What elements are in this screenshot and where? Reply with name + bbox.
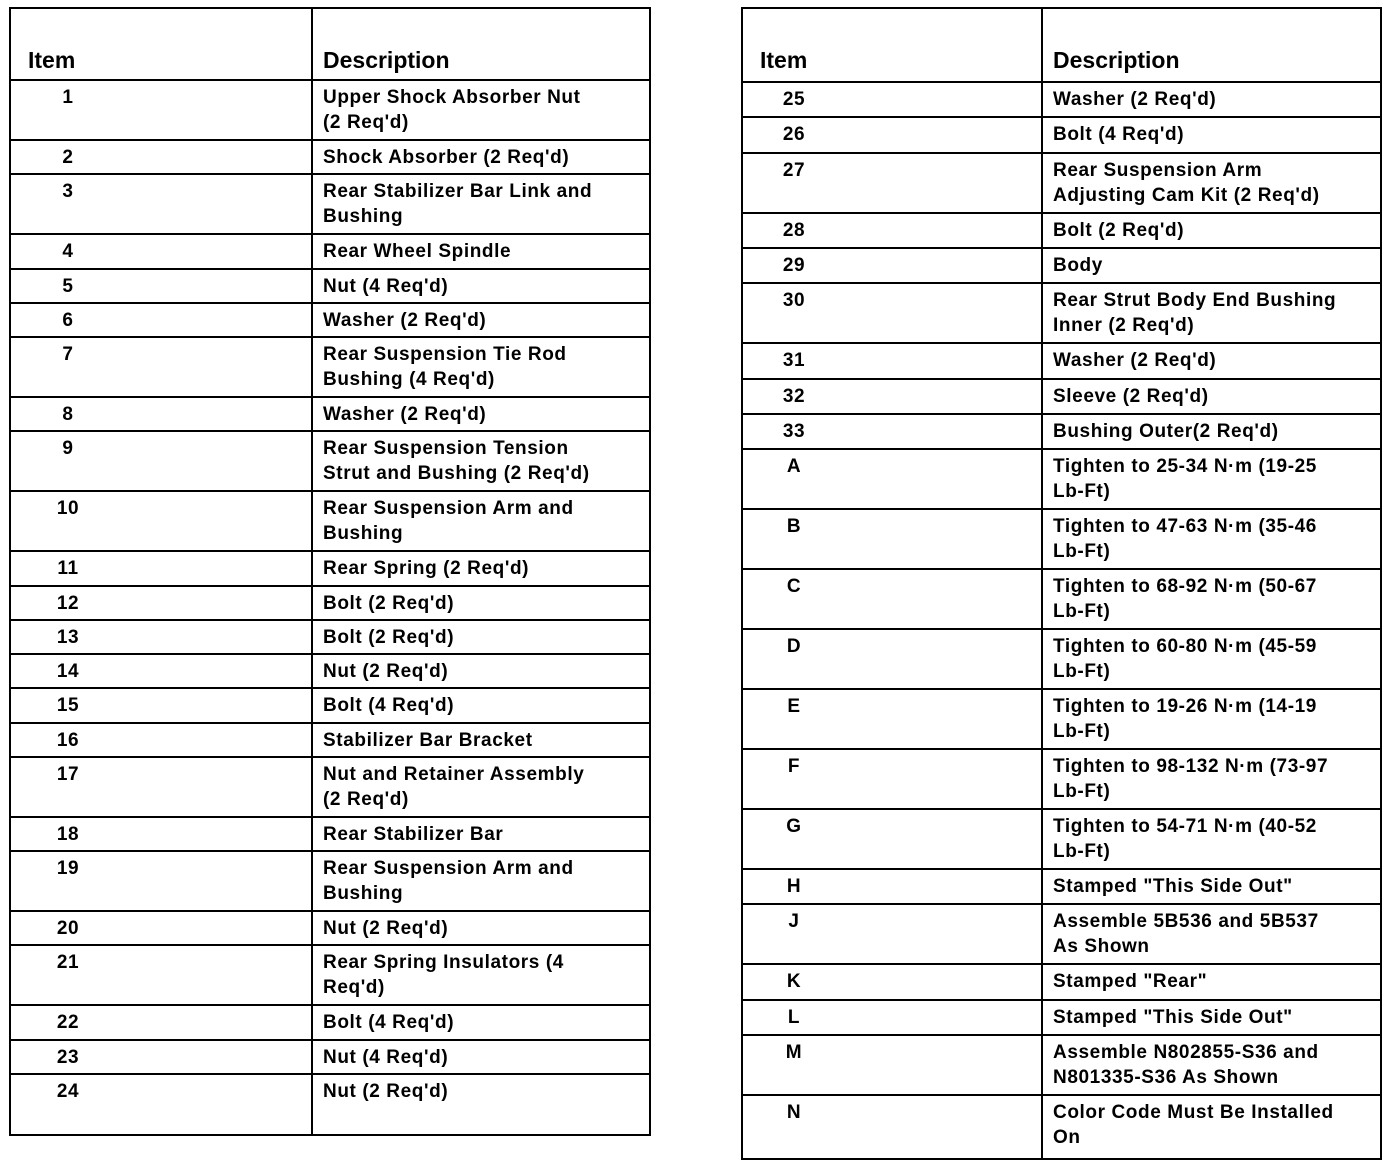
item-number: 3 (62, 181, 74, 203)
item-description: Rear Suspension Arm Adjusting Cam Kit (2 Req'd) (1053, 159, 1320, 206)
item-number: 17 (56, 763, 80, 785)
item-number: 33 (782, 420, 806, 442)
item-description: Washer (2 Req'd) (323, 404, 487, 425)
item-number: 18 (56, 823, 80, 845)
row-rule (11, 1073, 649, 1075)
item-number: 32 (782, 385, 806, 407)
row-rule (743, 999, 1380, 1001)
item-number: 4 (62, 241, 74, 263)
item-number: 20 (56, 918, 80, 939)
item-description: Nut and Retainer Assembly (2 Req'd) (323, 763, 585, 810)
row-rule (11, 653, 649, 655)
item-number: 13 (56, 626, 80, 648)
row-rule (743, 868, 1380, 870)
row-rule (743, 413, 1380, 415)
item-number: 8 (62, 404, 74, 425)
item-description: Rear Suspension Tie Rod Bushing (4 Req'd) (323, 344, 567, 390)
item-number: 29 (782, 254, 806, 276)
row-rule (11, 233, 649, 235)
row-rule (743, 808, 1380, 810)
row-rule (11, 139, 649, 141)
item-description: Rear Suspension Arm and Bushing (323, 498, 574, 545)
item-number: J (788, 911, 800, 933)
item-description: Rear Spring (2 Req'd) (323, 558, 530, 580)
row-rule (743, 688, 1380, 690)
item-description: Rear Suspension Arm and Bushing (323, 858, 574, 904)
item-description: Bolt (4 Req'd) (323, 695, 455, 717)
item-number: 25 (782, 89, 806, 110)
item-description: Rear Suspension Tension Strut and Bushing (2 Req'd) (323, 438, 590, 485)
item-number: 27 (782, 159, 806, 181)
row-rule (743, 342, 1380, 344)
item-number: 5 (62, 275, 74, 297)
item-number: 21 (56, 952, 80, 974)
item-number: F (787, 756, 801, 778)
row-rule (743, 628, 1380, 630)
item-description: Bolt (2 Req'd) (1053, 219, 1185, 241)
item-description: Rear Wheel Spindle (323, 241, 512, 263)
item-description: Rear Stabilizer Bar (323, 823, 504, 845)
item-description: Sleeve (2 Req'd) (1053, 385, 1209, 407)
item-number: 24 (56, 1080, 80, 1102)
item-description: Stamped "Rear" (1053, 971, 1208, 993)
row-rule (743, 1034, 1380, 1036)
item-number: H (786, 876, 802, 898)
item-number: 12 (56, 592, 80, 614)
item-description: Tighten to 47-63 N·m (35-46 Lb-Ft) (1053, 516, 1317, 563)
row-rule (743, 282, 1380, 284)
row-rule (743, 378, 1380, 380)
item-number: G (786, 816, 802, 838)
item-description: Color Code Must Be Installed On (1053, 1102, 1334, 1148)
row-rule (11, 910, 649, 912)
item-number: L (787, 1006, 801, 1028)
item-number: 22 (56, 1012, 80, 1034)
item-description: Bolt (4 Req'd) (1053, 124, 1185, 146)
item-number: K (786, 971, 802, 993)
row-rule (11, 336, 649, 338)
row-rule (743, 1094, 1380, 1096)
item-description: Stabilizer Bar Bracket (323, 729, 533, 751)
row-rule (11, 173, 649, 175)
item-description: Body (1053, 254, 1103, 276)
item-number: 15 (56, 695, 80, 717)
item-column-header: Item (28, 47, 76, 73)
item-number: 6 (62, 309, 74, 331)
item-number: 26 (782, 124, 806, 146)
description-column-header: Description (323, 47, 450, 73)
row-rule (743, 448, 1380, 450)
item-description: Tighten to 54-71 N·m (40-52 Lb-Ft) (1053, 816, 1317, 863)
column-divider (1041, 9, 1043, 1158)
row-rule (11, 430, 649, 432)
item-number: 11 (57, 558, 79, 580)
item-description: Bolt (2 Req'd) (323, 592, 455, 614)
item-description: Shock Absorber (2 Req'd) (323, 147, 570, 168)
row-rule (11, 850, 649, 852)
header-rule (11, 79, 649, 81)
row-rule (11, 687, 649, 689)
item-description: Rear Stabilizer Bar Link and Bushing (323, 181, 593, 228)
item-number: 19 (56, 858, 80, 879)
item-description: Bushing Outer(2 Req'd) (1053, 420, 1279, 442)
row-rule (743, 508, 1380, 510)
item-number: 31 (782, 350, 806, 372)
item-description: Upper Shock Absorber Nut (2 Req'd) (323, 87, 581, 133)
item-number: D (786, 636, 802, 658)
item-description: Tighten to 19-26 N·m (14-19 Lb-Ft) (1053, 696, 1317, 743)
item-number: 16 (56, 729, 80, 751)
item-description: Washer (2 Req'd) (1053, 350, 1217, 372)
item-description: Washer (2 Req'd) (1053, 89, 1217, 110)
parts-table-left (9, 7, 651, 1136)
row-rule (743, 903, 1380, 905)
row-rule (743, 247, 1380, 249)
row-rule (11, 396, 649, 398)
item-column-header: Item (760, 47, 808, 73)
item-number: 7 (62, 344, 74, 365)
item-description: Washer (2 Req'd) (323, 309, 487, 331)
item-description: Nut (4 Req'd) (323, 275, 449, 297)
item-number: A (786, 456, 802, 478)
item-description: Tighten to 25-34 N·m (19-25 Lb-Ft) (1053, 456, 1317, 503)
description-column-header: Description (1053, 47, 1180, 73)
row-rule (743, 748, 1380, 750)
item-number: 23 (56, 1046, 80, 1068)
item-description: Nut (2 Req'd) (323, 1080, 449, 1102)
item-description: Assemble N802855-S36 and N801335-S36 As Shown (1053, 1042, 1319, 1088)
row-rule (11, 944, 649, 946)
row-rule (11, 490, 649, 492)
row-rule (11, 1039, 649, 1041)
item-description: Nut (4 Req'd) (323, 1046, 449, 1068)
item-number: E (787, 696, 801, 718)
item-description: Nut (2 Req'd) (323, 918, 449, 939)
item-description: Rear Spring Insulators (4 Req'd) (323, 952, 564, 999)
item-description: Stamped "This Side Out" (1053, 876, 1293, 898)
row-rule (743, 568, 1380, 570)
item-description: Tighten to 68-92 N·m (50-67 Lb-Ft) (1053, 576, 1317, 623)
item-number: M (785, 1042, 803, 1063)
row-rule (11, 816, 649, 818)
header-rule (743, 81, 1380, 83)
item-description: Stamped "This Side Out" (1053, 1006, 1293, 1028)
row-rule (11, 302, 649, 304)
column-divider (311, 9, 313, 1134)
item-number: 2 (62, 147, 74, 168)
item-number: N (786, 1102, 802, 1123)
row-rule (11, 756, 649, 758)
item-description: Tighten to 98-132 N·m (73-97 Lb-Ft) (1053, 756, 1329, 803)
item-number: 10 (56, 498, 80, 520)
item-description: Tighten to 60-80 N·m (45-59 Lb-Ft) (1053, 636, 1317, 683)
row-rule (11, 722, 649, 724)
item-description: Assemble 5B536 and 5B537 As Shown (1053, 911, 1319, 958)
row-rule (11, 550, 649, 552)
item-number: 14 (56, 661, 80, 682)
item-number: 30 (782, 290, 806, 312)
item-description: Bolt (4 Req'd) (323, 1012, 455, 1034)
row-rule (743, 212, 1380, 214)
item-description: Nut (2 Req'd) (323, 661, 449, 682)
row-rule (11, 585, 649, 587)
item-number: 9 (62, 438, 74, 460)
item-number: C (786, 576, 802, 598)
row-rule (743, 963, 1380, 965)
row-rule (11, 1004, 649, 1006)
parts-table-right (741, 7, 1382, 1160)
row-rule (11, 619, 649, 621)
item-number: 28 (782, 219, 806, 241)
row-rule (743, 152, 1380, 154)
row-rule (743, 116, 1380, 118)
item-description: Bolt (2 Req'd) (323, 626, 455, 648)
row-rule (11, 268, 649, 270)
item-description: Rear Strut Body End Bushing Inner (2 Req'd) (1053, 290, 1337, 337)
item-number: B (786, 516, 802, 538)
item-number: 1 (62, 87, 74, 108)
